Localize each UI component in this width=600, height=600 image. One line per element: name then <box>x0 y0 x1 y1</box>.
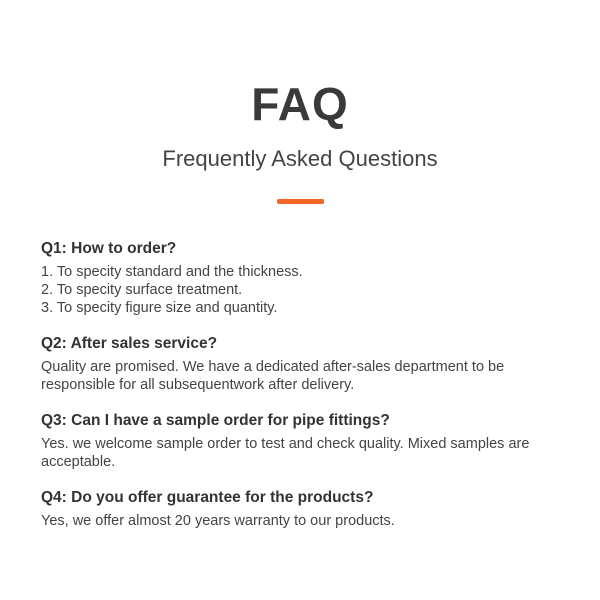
faq-list <box>41 239 571 547</box>
faq-answer: Yes. we welcome sample order to test and check quality. Mixed samples are acceptable. <box>41 436 530 470</box>
faq-item-q3 <box>41 411 571 471</box>
page-subtitle: Frequently Asked Questions <box>162 146 438 171</box>
faq-question: Q1: How to order? <box>41 240 177 257</box>
faq-answer-line: 1. To specity standard and the thickness. <box>41 264 303 280</box>
page-title: FAQ <box>251 78 349 130</box>
title-underline-divider <box>277 199 324 204</box>
faq-answer-line: 2. To specity surface treatment. <box>41 282 243 298</box>
faq-answer-line: 3. To specity figure size and quantity. <box>41 300 278 316</box>
faq-question: Q2: After sales service? <box>41 335 218 352</box>
faq-answer: Quality are promised. We have a dedicated after-sales department to be responsible for all subsequentwork after delivery. <box>41 359 505 393</box>
faq-answer: Yes, we offer almost 20 years warranty to our products. <box>41 513 395 529</box>
faq-item-q2 <box>41 334 571 394</box>
faq-item-q4 <box>41 488 571 530</box>
faq-question: Q4: Do you offer guarantee for the products? <box>41 489 374 506</box>
faq-question: Q3: Can I have a sample order for pipe fittings? <box>41 412 390 429</box>
faq-item-q1 <box>41 239 571 317</box>
